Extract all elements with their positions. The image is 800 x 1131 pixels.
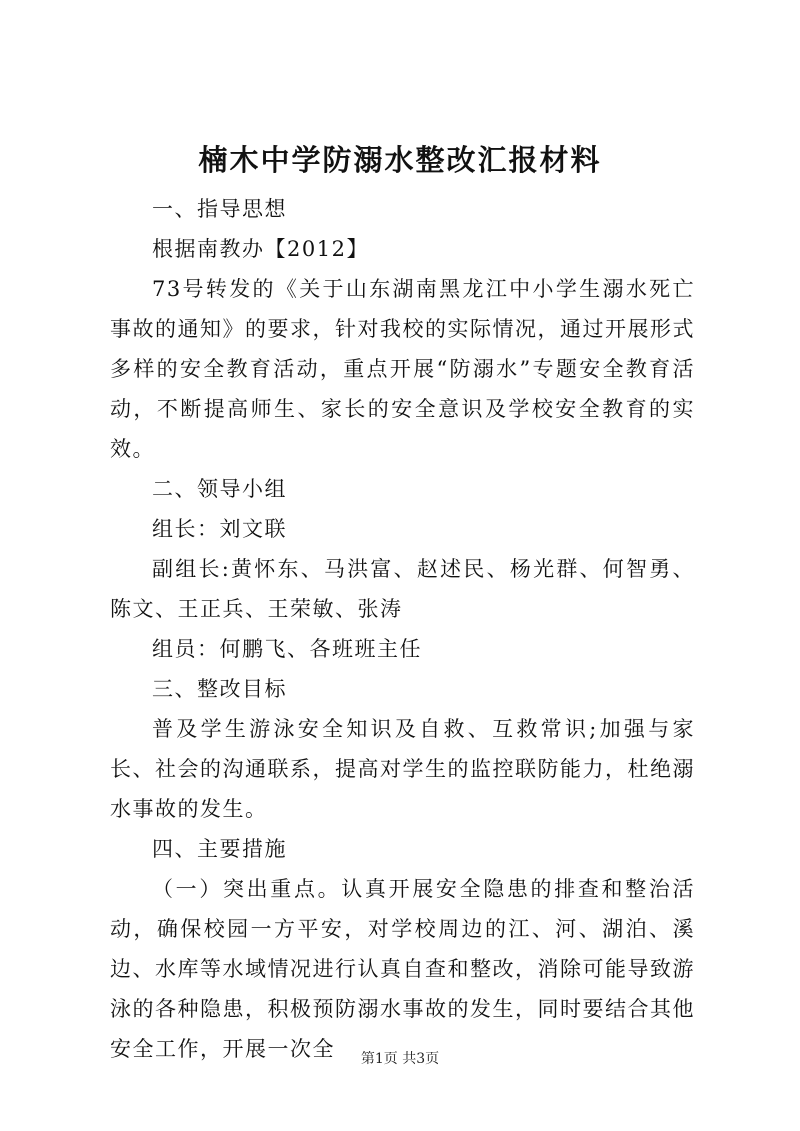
paragraph-basis: 根据南教办【2012】 <box>152 237 369 261</box>
paragraph-members: 组员：何鹏飞、各班班主任 <box>152 637 422 661</box>
paragraph-deputy-leaders: 副组长:黄怀东、马洪富、赵述民、杨光群、何智勇、陈文、王正兵、王荣敏、张涛 <box>110 557 695 621</box>
paragraph-measure-one: （一）突出重点。认真开展安全隐患的排查和整治活动，确保校园一方平安，对学校周边的江、河、湖泊、溪边、水库等水域情况进行认真自查和整改，消除可能导致游泳的各种隐患，积极预防溺水事故的发生，同时要结合其他安全工作，开展一次全 <box>110 877 695 1061</box>
paragraph-group-leader: 组长：刘文联 <box>152 517 287 541</box>
section-heading-guiding-ideology: 一、指导思想 <box>152 197 287 221</box>
document-body <box>110 189 695 1069</box>
paragraph-goals: 普及学生游泳安全知识及自救、互救常识;加强与家长、社会的沟通联系，提高对学生的监控联防能力，杜绝溺水事故的发生。 <box>110 717 695 821</box>
section-heading-rectification-goals: 三、整改目标 <box>152 677 287 701</box>
section-heading-main-measures: 四、主要措施 <box>152 837 287 861</box>
paragraph-notice-requirements: 73号转发的《关于山东湖南黑龙江中小学生溺水死亡事故的通知》的要求，针对我校的实际情况，通过开展形式多样的安全教育活动，重点开展“防溺水”专题安全教育活动，不断提高师生、家长的安全意识及学校安全教育的实效。 <box>110 277 695 461</box>
page-footer: 第1页 共3页 <box>360 1051 440 1067</box>
section-heading-leadership-group: 二、领导小组 <box>152 477 287 501</box>
document-title: 楠木中学防溺水整改汇报材料 <box>198 143 602 177</box>
